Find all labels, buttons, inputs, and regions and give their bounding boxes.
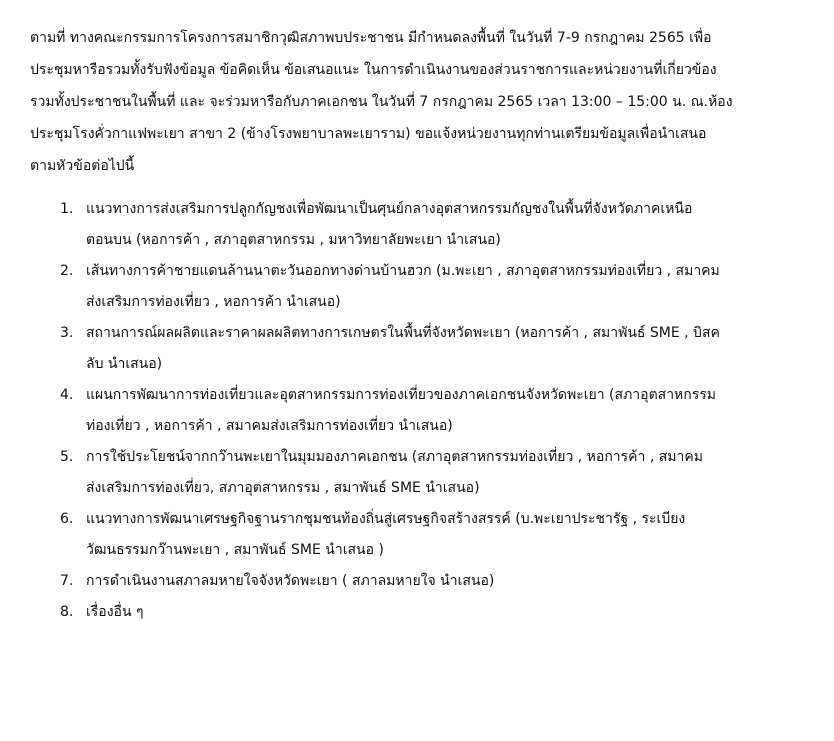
agenda-item xyxy=(30,194,816,256)
intro-line: ประชุมโรงคั่วกาแฟพะเยา สาขา 2 (ข้างโรงพยาบาลพะเยาราม) ขอแจ้งหน่วยงานทุกท่านเตรียมข้อมูลเพื่อนำเสนอ xyxy=(30,126,707,142)
agenda-list xyxy=(30,194,816,628)
agenda-item xyxy=(30,380,816,442)
intro-line: ตามหัวข้อต่อไปนี้ xyxy=(30,158,135,174)
agenda-item xyxy=(30,256,816,318)
agenda-text: การใช้ประโยชน์จากกว๊านพะเยาในมุมมองภาคเอกชน (สภาอุตสาหกรรมท่องเที่ยว , หอการค้า , สมาคม xyxy=(86,449,703,465)
agenda-text: แผนการพัฒนาการท่องเที่ยวและอุตสาหกรรมการท่องเที่ยวของภาคเอกชนจังหวัดพะเยา (สภาอุตสาหกรรม xyxy=(86,387,717,403)
agenda-number: 6. xyxy=(60,511,74,527)
agenda-text: การดำเนินงานสภาลมหายใจจังหวัดพะเยา ( สภาลมหายใจ นำเสนอ) xyxy=(86,573,495,589)
agenda-item xyxy=(30,597,816,628)
agenda-text: ลับ นำเสนอ) xyxy=(86,356,163,372)
agenda-text: แนวทางการส่งเสริมการปลูกกัญชงเพื่อพัฒนาเป็นศุนย์กลางอุตสาหกรรมกัญชงในพื้นที่จังหวัดภาคเหนือ xyxy=(86,201,693,217)
agenda-text: ส่งเสริมการท่องเที่ยว , หอการค้า นำเสนอ) xyxy=(86,294,341,310)
agenda-text: เส้นทางการค้าชายแดนล้านนาตะวันออกทางด่านบ้านฮวก (ม.พะเยา , สภาอุตสาหกรรมท่องเที่ยว , สมาคม xyxy=(86,263,720,279)
agenda-number: 3. xyxy=(60,325,74,341)
agenda-item xyxy=(30,442,816,504)
agenda-text: ท่องเที่ยว , หอการค้า , สมาคมส่งเสริมการท่องเที่ยว นำเสนอ) xyxy=(86,418,453,434)
agenda-text: วัฒนธรรมกว๊านพะเยา , สมาพันธ์ SME นำเสนอ ) xyxy=(86,542,384,558)
agenda-number: 7. xyxy=(60,573,74,589)
agenda-text: สถานการณ์ผลผลิตและราคาผลผลิตทางการเกษตรในพื้นที่จังหวัดพะเยา (หอการค้า , สมาพันธ์ SME , บิสค xyxy=(86,325,720,341)
intro-line: ประชุมหารือรวมทั้งรับฟังข้อมูล ข้อคิดเห็น ข้อเสนอแนะ ในการดำเนินงานของส่วนราชการและหน่วยงานที่เกี่ยวข้อง xyxy=(30,62,717,78)
agenda-number: 1. xyxy=(60,201,74,217)
agenda-item xyxy=(30,566,816,597)
agenda-number: 8. xyxy=(60,604,74,620)
agenda-text: ตอนบน (หอการค้า , สภาอุตสาหกรรม , มหาวิทยาลัยพะเยา นำเสนอ) xyxy=(86,232,501,248)
document xyxy=(30,22,816,628)
agenda-text: ส่งเสริมการท่องเที่ยว, สภาอุตสาหกรรม , สมาพันธ์ SME นำเสนอ) xyxy=(86,480,480,496)
agenda-item xyxy=(30,504,816,566)
intro-line: รวมทั้งประชาชนในพื้นที่ และ จะร่วมหารือกับภาคเอกชน ในวันที่ 7 กรกฎาคม 2565 เวลา 13:00 – 15:00 น. ณ.ห้อง xyxy=(30,94,733,110)
agenda-item xyxy=(30,318,816,380)
agenda-text: แนวทางการพัฒนาเศรษฐกิจฐานรากชุมชนท้องถิ่นสู่เศรษฐกิจสร้างสรรค์ (บ.พะเยาประชารัฐ , ระเบียง xyxy=(86,511,686,527)
agenda-text: เรื่องอื่น ๆ xyxy=(86,604,144,620)
agenda-number: 2. xyxy=(60,263,74,279)
agenda-number: 5. xyxy=(60,449,74,465)
intro-line: ตามที่ ทางคณะกรรมการโครงการสมาชิกวุฒิสภาพบประชาชน มีกำหนดลงพื้นที่ ในวันที่ 7-9 กรกฎาคม 2565 เพื่อ xyxy=(30,30,712,46)
intro-paragraph xyxy=(30,22,816,182)
agenda-number: 4. xyxy=(60,387,74,403)
